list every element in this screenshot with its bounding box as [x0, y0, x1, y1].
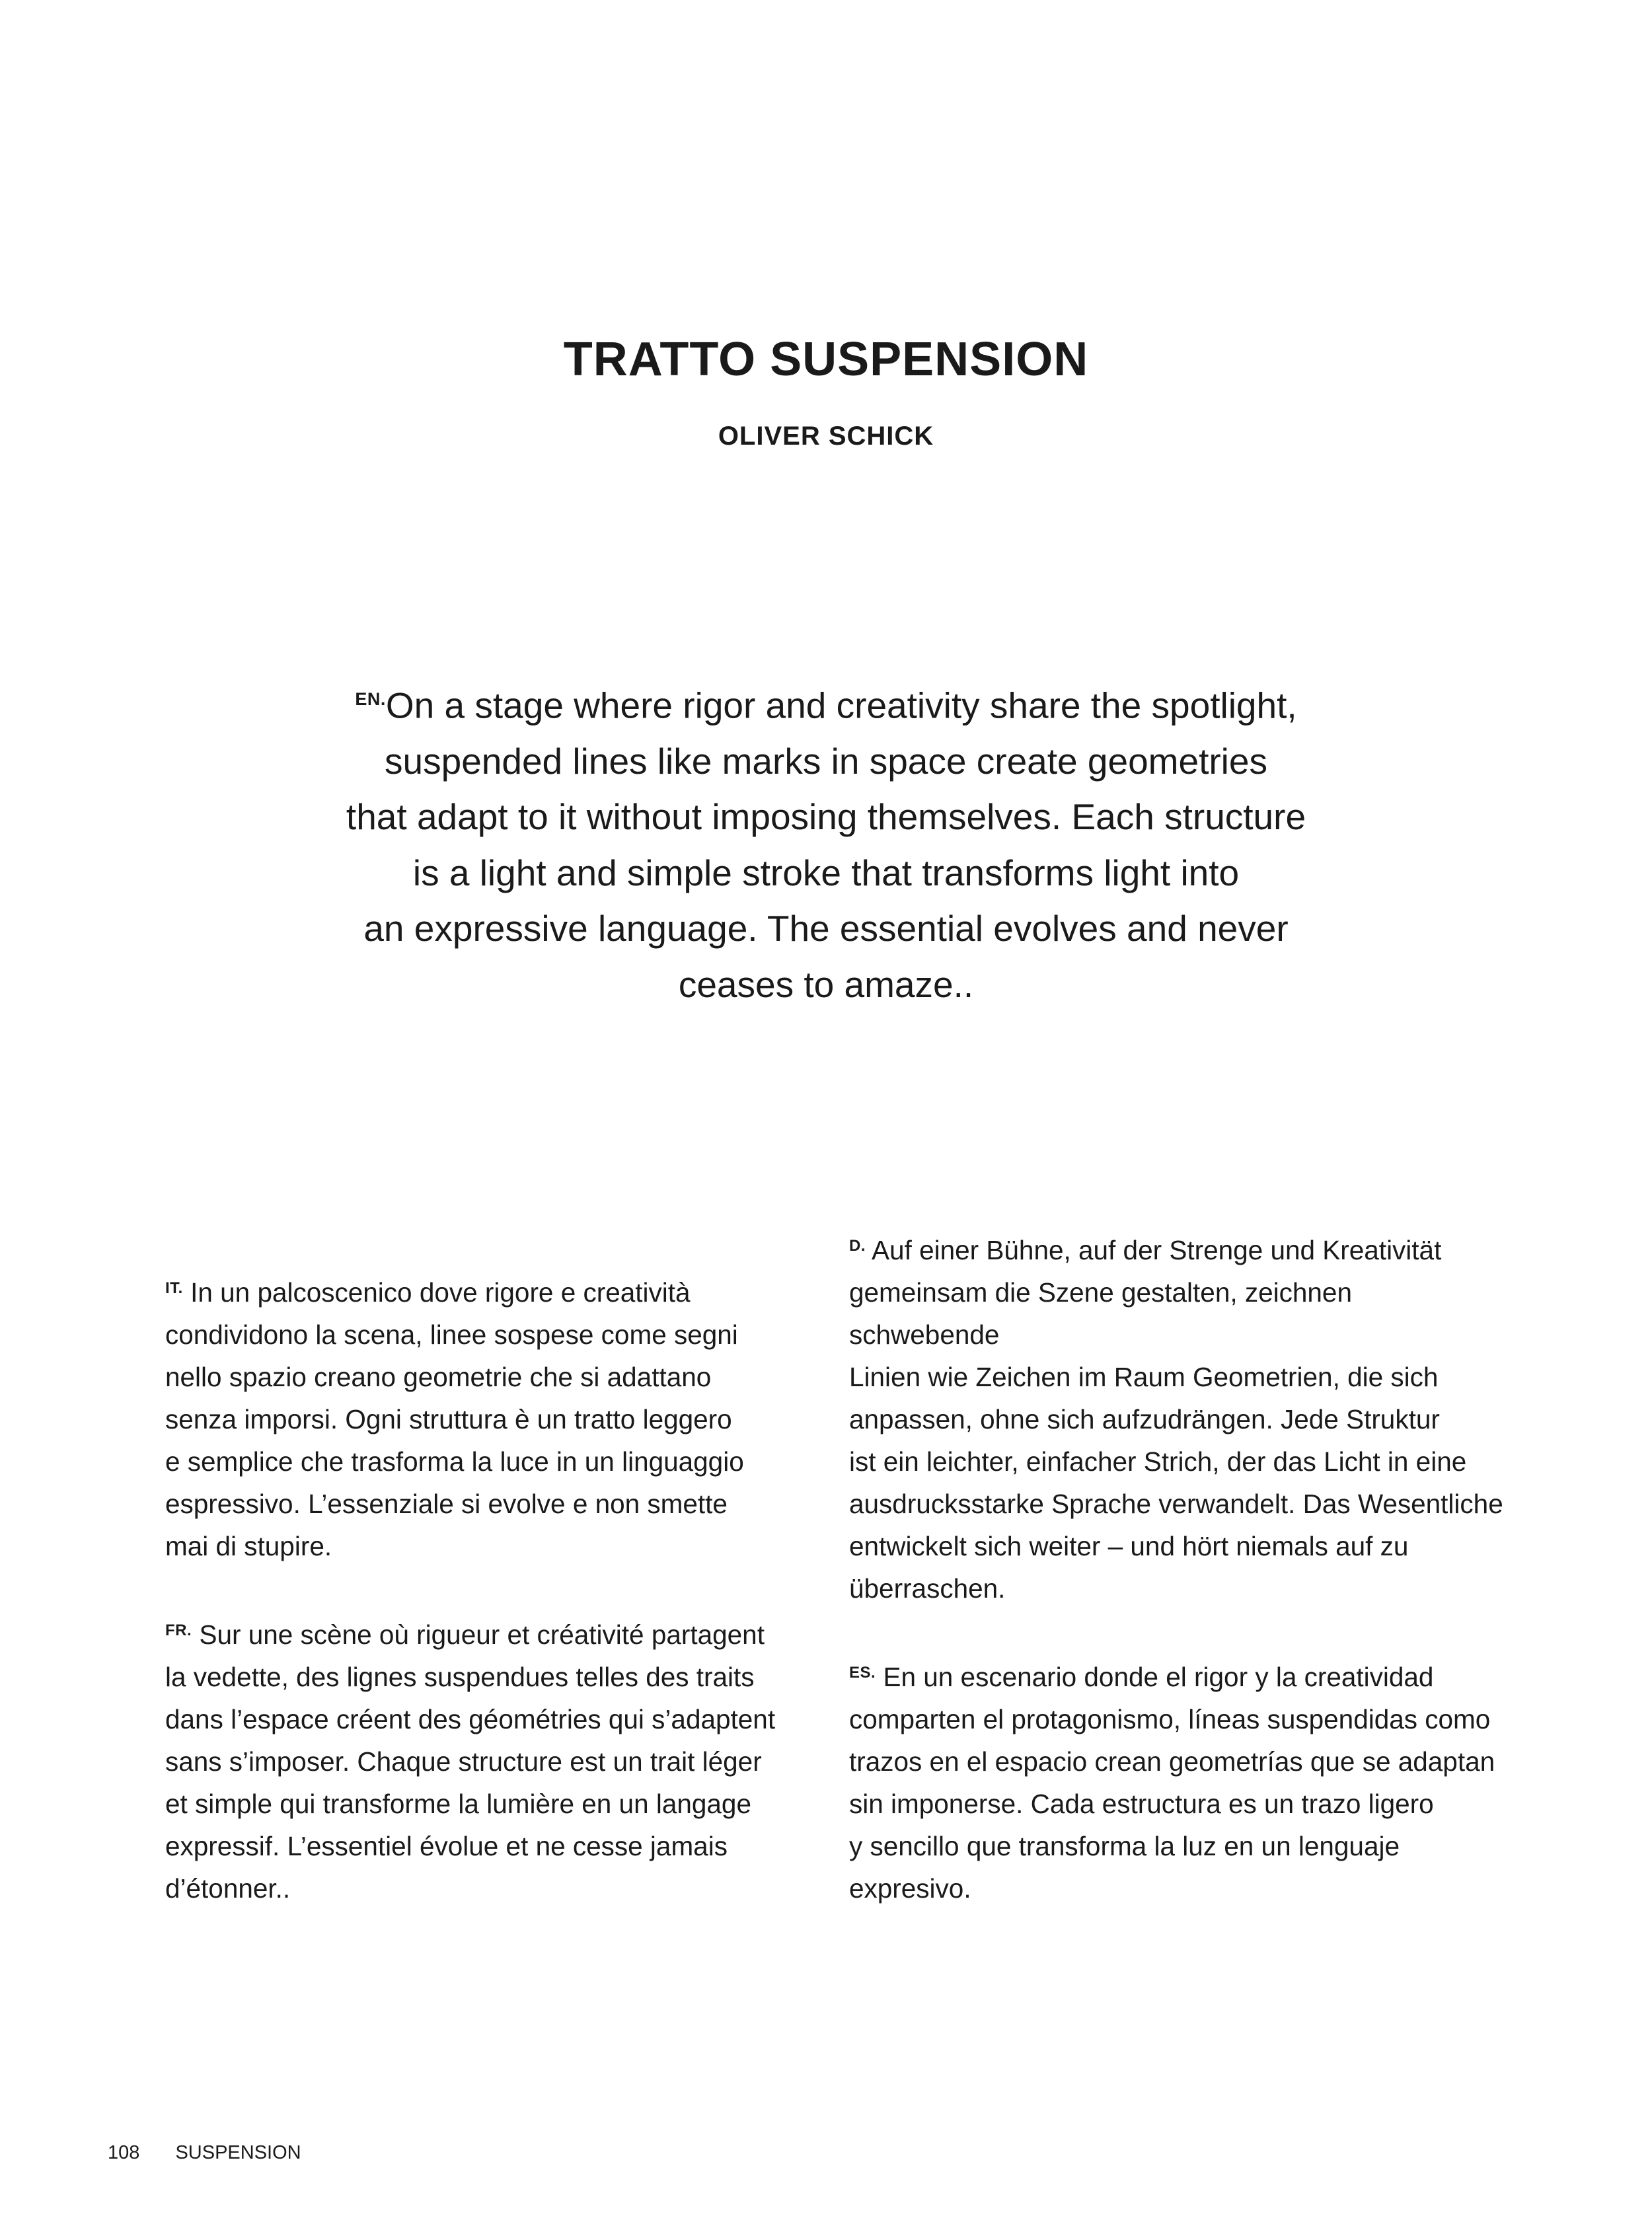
text-line: condividono la scena, linee sospese come segni: [165, 1319, 738, 1351]
lead-line: an expressive language. The essential evolves and never: [363, 908, 1289, 949]
text-line: mai di stupire.: [165, 1531, 332, 1562]
left-column: [165, 1267, 826, 1910]
text-line: nello spazio creano geometrie che si adattano: [165, 1362, 712, 1393]
text-line: gemeinsam die Szene gestalten, zeichnen: [849, 1277, 1352, 1308]
text-line: dans l’espace créent des géométries qui s’adaptent: [165, 1704, 776, 1735]
text-line: d’étonner..: [165, 1873, 291, 1904]
language-tag-fr: FR.: [165, 1621, 192, 1640]
text-line: sin imponerse. Cada estructura es un trazo ligero: [849, 1789, 1434, 1820]
text-line: ausdrucksstarke Sprache verwandelt. Das Wesentliche: [849, 1489, 1503, 1520]
text-line: e semplice che trasforma la luce in un linguaggio: [165, 1446, 744, 1477]
spanish-paragraph: [849, 1652, 1510, 1910]
text-line: $^{D.}$ Auf einer Bühne, auf der Strenge und Kreativität: [849, 1235, 1442, 1266]
lead-line: $^{EN.}$On a stage where rigor and creativity share the spotlight,: [355, 685, 1297, 726]
text-line: Linien wie Zeichen im Raum Geometrien, die sich: [849, 1362, 1439, 1393]
text-line: senza imporsi. Ogni struttura è un tratto leggero: [165, 1404, 732, 1435]
language-tag-en: EN.: [355, 689, 386, 709]
page-footer: [108, 2143, 301, 2163]
text-line: expressif. L’essentiel évolue et ne cesse jamais: [165, 1831, 728, 1862]
language-tag-es: ES.: [849, 1664, 876, 1682]
text-line: y sencillo que transforma la luz en un lenguaje: [849, 1831, 1400, 1862]
right-column: [849, 1225, 1510, 1910]
text-line: comparten el protagonismo, líneas suspendidas como: [849, 1704, 1491, 1735]
text-line: $^{IT.}$ In un palcoscenico dove rigore e creatività: [165, 1277, 691, 1308]
italian-paragraph: [165, 1267, 826, 1567]
text-line: anpassen, ohne sich aufzudrängen. Jede Struktur: [849, 1404, 1440, 1435]
text-line: überraschen.: [849, 1573, 1006, 1604]
text-line: espressivo. L’essenziale si evolve e non smette: [165, 1489, 728, 1520]
text-line: expresivo.: [849, 1873, 971, 1904]
section-name: SUSPENSION: [175, 2142, 301, 2163]
page-title: TRATTO SUSPENSION: [563, 333, 1089, 386]
french-paragraph: [165, 1610, 826, 1910]
text-line: sans s’imposer. Chaque structure est un trait léger: [165, 1746, 762, 1777]
text-line: trazos en el espacio crean geometrías que se adaptan: [849, 1746, 1495, 1777]
text-line: $^{FR.}$ Sur une scène où rigueur et créativité partagent: [165, 1619, 765, 1651]
text-line: et simple qui transforme la lumière en un langage: [165, 1789, 751, 1820]
text-line: la vedette, des lignes suspendues telles des traits: [165, 1662, 755, 1693]
text-line: ist ein leichter, einfacher Strich, der das Licht in eine: [849, 1446, 1467, 1477]
lead-line: is a light and simple stroke that transforms light into: [412, 852, 1240, 893]
lead-line: suspended lines like marks in space create geometries: [385, 740, 1267, 782]
text-line: $^{ES.}$ En un escenario donde el rigor y la creatividad: [849, 1662, 1434, 1693]
language-tag-it: IT.: [165, 1279, 183, 1297]
lead-line: ceases to amaze..: [678, 963, 974, 1005]
paragraph-gap: [849, 1610, 1510, 1652]
author-name: OLIVER SCHICK: [718, 422, 934, 451]
paragraph-gap: [165, 1567, 826, 1610]
english-lead-paragraph: [251, 671, 1401, 1012]
text-line: schwebende: [849, 1319, 1000, 1351]
language-tag-de: D.: [849, 1237, 866, 1255]
text-line: entwickelt sich weiter – und hört niemals auf zu: [849, 1531, 1409, 1562]
lead-line: that adapt to it without imposing themselves. Each structure: [346, 796, 1306, 838]
page-number: 108: [108, 2142, 140, 2163]
german-paragraph: [849, 1225, 1510, 1610]
